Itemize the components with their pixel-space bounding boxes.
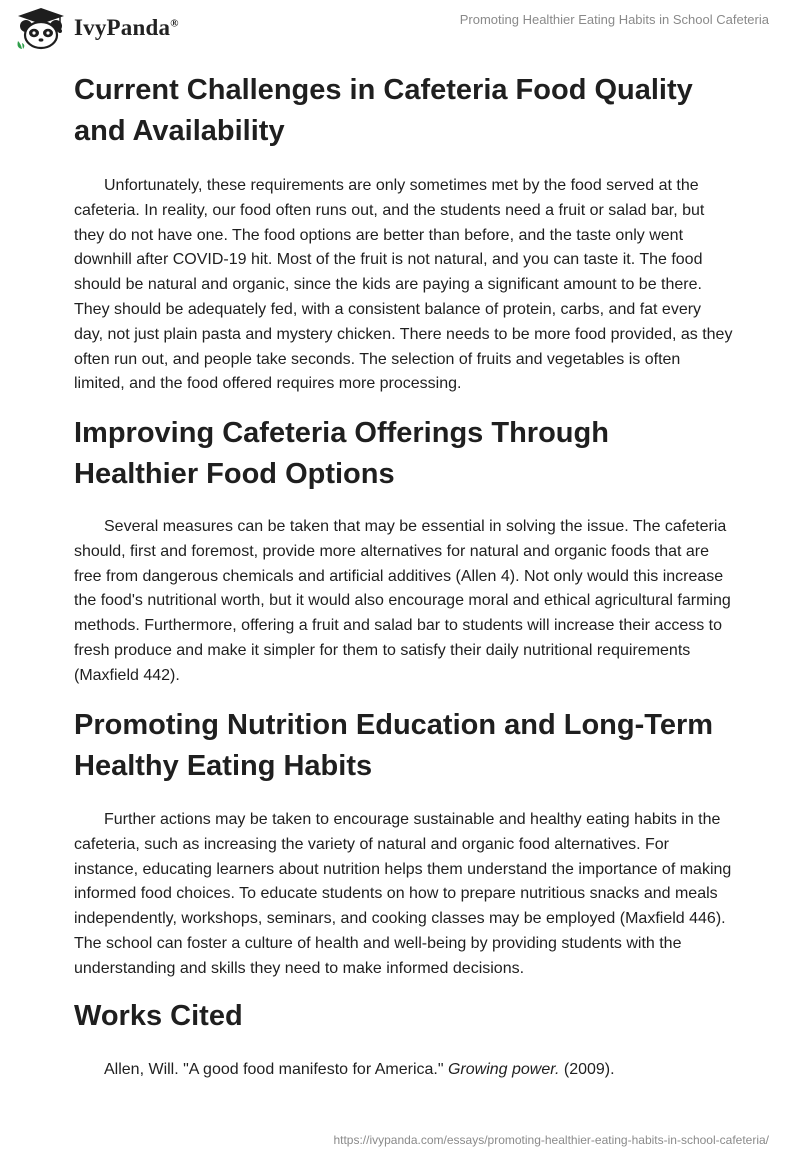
panda-logo-icon <box>14 6 68 50</box>
citation-year: (2009). <box>559 1061 615 1078</box>
section-heading-challenges: Current Challenges in Cafeteria Food Quality and Availability <box>74 74 693 147</box>
brand-name: IvyPanda® <box>74 15 179 40</box>
citation-text: Allen, Will. "A good food manifesto for America." <box>104 1061 448 1078</box>
works-cited-heading: Works Cited <box>74 1000 243 1032</box>
section-heading-improving: Improving Cafeteria Offerings Through Healthier Food Options <box>74 417 609 490</box>
document-title: Promoting Healthier Eating Habits in School Cafeteria <box>459 12 769 27</box>
section-paragraph-education: Further actions may be taken to encourage sustainable and healthy eating habits in the cafeteria, such as increasing the variety of natural and organic food alternatives. For instance, educating learners about nutrition helps them understand the importance of making informed food choices. To educate students on how to prepare nutritious snacks and meals independently, workshops, seminars, and cooking classes may be employed (Maxfield 446). The school can foster a culture of health and well-being by providing students with the understanding and skills they need to make informed decisions. <box>74 811 732 977</box>
source-url-link[interactable]: https://ivypanda.com/essays/promoting-healthier-eating-habits-in-school-cafeteria/ <box>333 1133 769 1147</box>
citation-entry <box>74 1058 734 1083</box>
section-paragraph-challenges: Unfortunately, these requirements are only sometimes met by the food served at the cafeteria. In reality, our food often runs out, and the students need a fruit or salad bar, but they do not have one. The food options are better than before, and the taste only went downhill after COVID-19 hit. Most of the fruit is not natural, and you can taste it. The food should be natural and organic, since the kids are paying a significant amount to be there. They should be adequately fed, with a consistent balance of protein, carbs, and fat every day, not just plain pasta and mystery chicken. There needs to be more food provided, as they often run out, and people take seconds. The selection of fruits and vegetables is often limited, and the food offered requires more processing. <box>74 177 733 393</box>
section-heading-education: Promoting Nutrition Education and Long-Term Healthy Eating Habits <box>74 709 714 782</box>
section-paragraph-improving: Several measures can be taken that may be essential in solving the issue. The cafeteria should, first and foremost, provide more alternatives for natural and organic foods that are free from dangerous chemicals and artificial additives (Allen 4). Not only would this increase the food's nutritional worth, but it would also encourage moral and ethical agricultural farming methods. Furthermore, offering a fruit and salad bar to students will increase their access to fresh produce and make it simpler for them to satisfy their daily nutritional requirements (Maxfield 442). <box>74 518 731 684</box>
brand-logo[interactable] <box>14 6 179 50</box>
citation-source-title: Growing power. <box>447 1061 560 1078</box>
